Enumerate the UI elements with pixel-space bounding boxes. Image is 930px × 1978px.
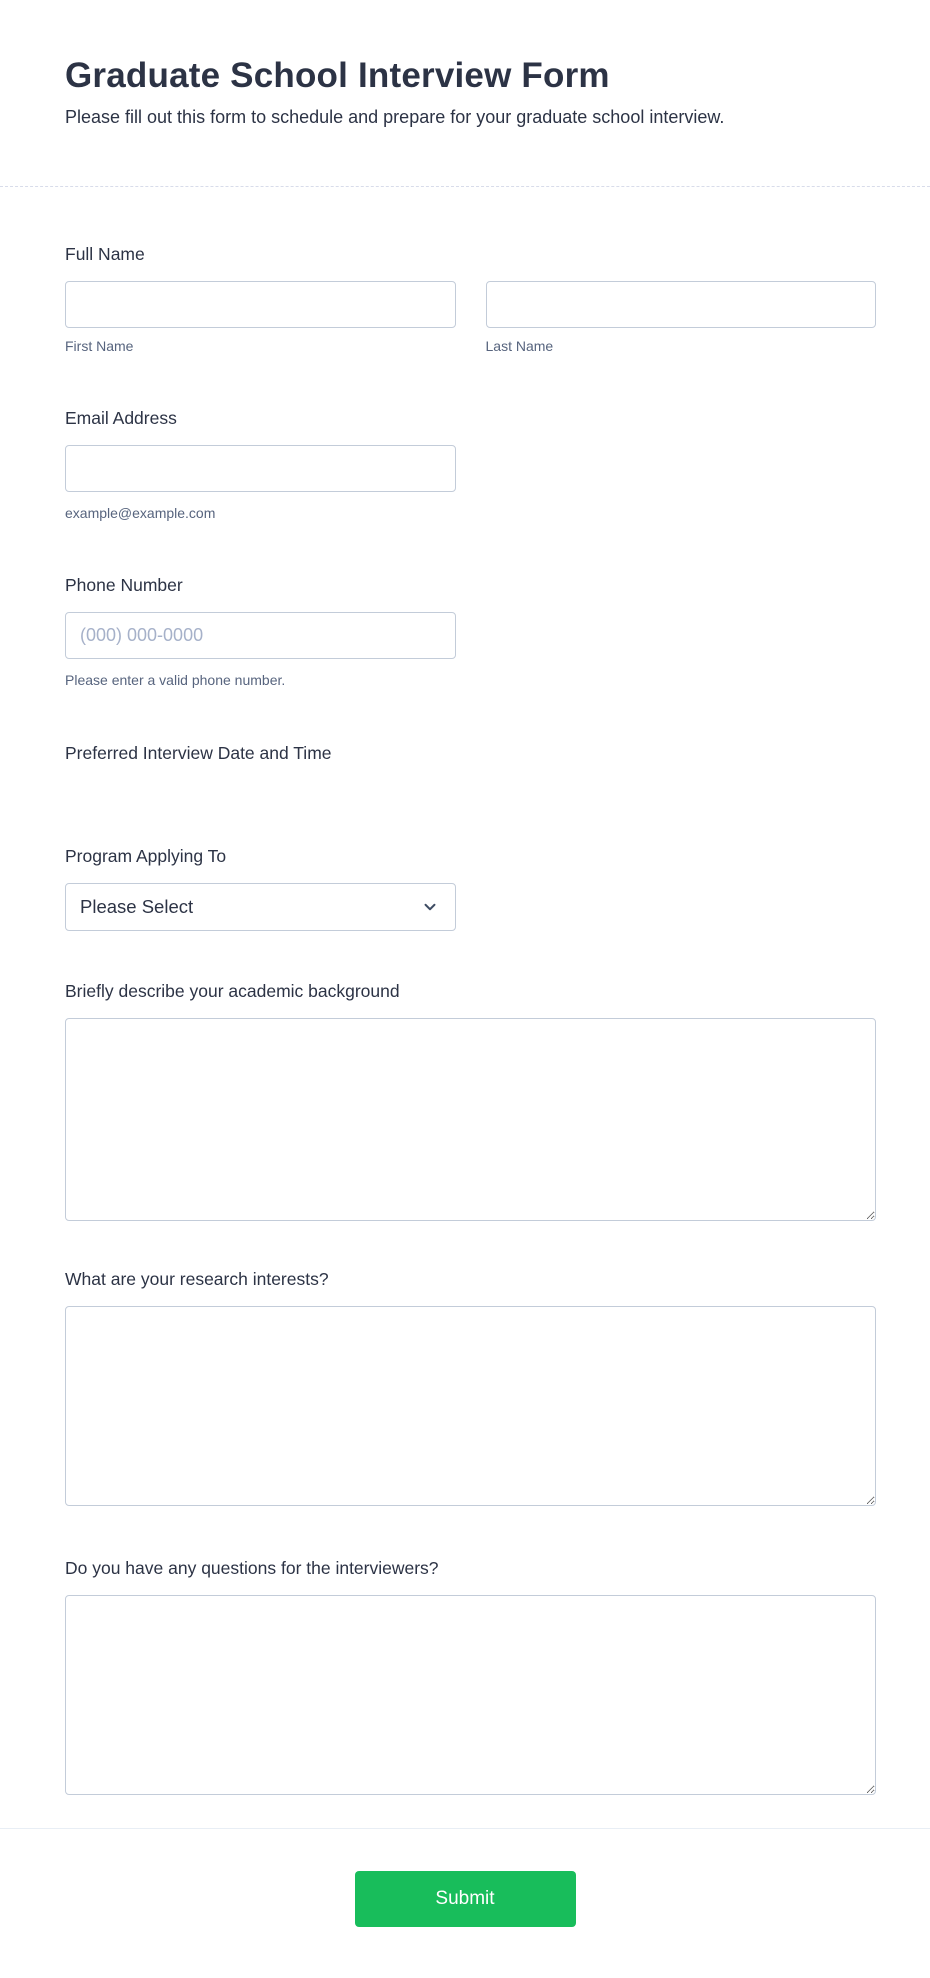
first-name-input[interactable] <box>65 281 456 328</box>
last-name-group <box>486 281 877 355</box>
first-name-group <box>65 281 456 355</box>
research-interests-textarea[interactable] <box>65 1306 876 1506</box>
research-interests-label: What are your research interests? <box>65 1269 329 1289</box>
interviewer-questions-label: Do you have any questions for the interviewers? <box>65 1558 439 1578</box>
page-subtitle: Please fill out this form to schedule and prepare for your graduate school interview. <box>65 107 725 127</box>
email-hint: example@example.com <box>65 505 216 521</box>
field-datetime <box>65 741 876 844</box>
last-name-input[interactable] <box>486 281 877 328</box>
chevron-down-icon <box>420 897 440 917</box>
email-input[interactable] <box>65 445 456 492</box>
phone-hint: Please enter a valid phone number. <box>65 672 286 688</box>
full-name-label: Full Name <box>65 244 145 264</box>
form-footer <box>0 1828 930 1978</box>
page-title: Graduate School Interview Form <box>65 56 610 95</box>
email-label: Email Address <box>65 408 177 428</box>
first-name-sublabel: First Name <box>65 338 134 354</box>
full-name-row <box>65 281 876 355</box>
program-select[interactable] <box>65 883 456 931</box>
academic-background-textarea[interactable] <box>65 1018 876 1221</box>
field-phone <box>65 573 876 689</box>
last-name-sublabel: Last Name <box>485 338 554 354</box>
form-header <box>0 0 930 187</box>
academic-background-label: Briefly describe your academic background <box>65 981 400 1001</box>
field-full-name <box>65 242 876 355</box>
field-email <box>65 406 876 522</box>
program-label: Program Applying To <box>65 846 227 866</box>
form-body <box>0 187 930 1795</box>
datetime-widget-area <box>65 780 876 844</box>
field-interviewer-questions <box>65 1556 876 1795</box>
field-academic-background <box>65 979 876 1221</box>
field-program <box>65 844 876 931</box>
phone-label: Phone Number <box>65 575 183 595</box>
datetime-label: Preferred Interview Date and Time <box>65 743 332 763</box>
phone-input[interactable] <box>65 612 456 659</box>
submit-button[interactable]: Submit <box>355 1871 576 1927</box>
field-research-interests <box>65 1267 876 1506</box>
interviewer-questions-textarea[interactable] <box>65 1595 876 1795</box>
program-select-value: Please Select <box>80 896 194 917</box>
